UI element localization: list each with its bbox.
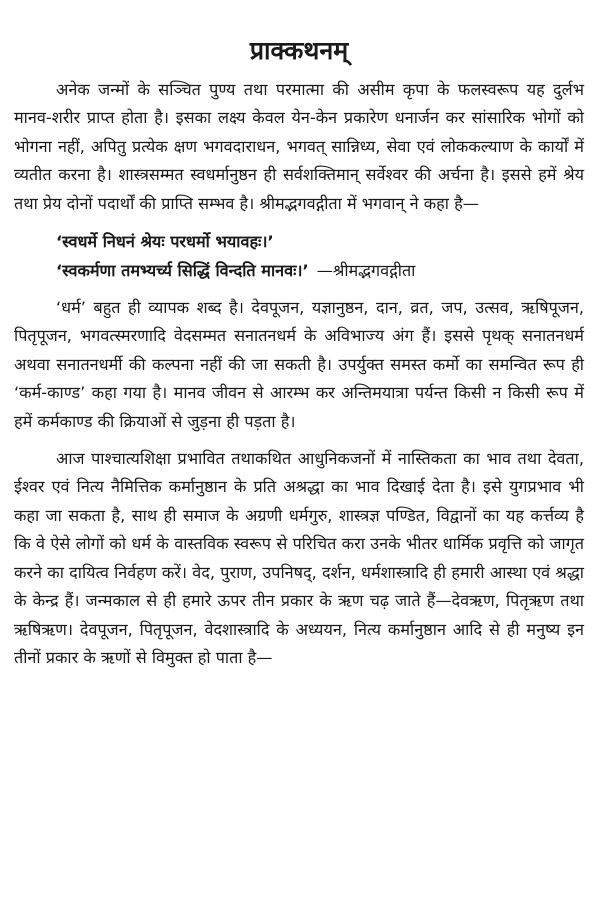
verse-1-text: ‘स्वधर्मे निधनं श्रेयः परधर्मो भयावहः।’ [56,232,274,252]
verse-2 [14,256,584,285]
paragraph-1: अनेक जन्मों के सञ्चित पुण्य तथा परमात्मा की असीम कृपा के फलस्वरूप यह दुर्लभ मानव-शरीर प्राप्त होता है। इसका लक्ष्य केवल येन-केन प्रकारेण धनार्जन कर सांसारिक भोगों को भोगना नहीं, अपितु प्रत्येक क्षण भगवदाराधन, भगवत् सान्निध्य, सेवा एवं लोककल्याण के कार्यों में व्यतीत करना है। शास्त्रसम्मत स्वधर्मानुष्ठन ही सर्वशक्तिमान् सर्वेश्वर की अर्चना है। इससे हमें श्रेय तथा प्रेय दोनों पदार्थों की प्राप्ति सम्भव है। श्रीमद्भगवद्गीता में भगवान् ने कहा है— [14,80,584,213]
verse-2-source: —श्रीमद्भगवद्गीता [316,261,416,281]
paragraph-3: आज पाश्चात्यशिक्षा प्रभावित तथाकथित आधुनिकजनों में नास्तिकता का भाव तथा देवता, ईश्वर एवं नित्य नैमित्तिक कर्मानुष्ठान के प्रति अश्रद्धा का भाव दिखाई देता है। इसे युगप्रभाव भी कहा जा सकता है, साथ ही समाज के अग्रणी धर्मगुरु, शास्त्रज्ञ पण्डित, विद्वानों का यह कर्त्तव्य है कि वे ऐसे लोगों को धर्म के वास्तविक स्वरूप से परिचित करा उनके भीतर धार्मिक प्रवृत्ति को जागृत करने का दायित्व निर्वहण करें। वेद, पुराण, उपनिषद्, दर्शन, धर्मशास्त्रादि ही हमारी आस्था एवं श्रद्धा के केन्द्र हैं। जन्मकाल से ही हमारे ऊपर तीन प्रकार के ऋण चढ़ जाते हैं—देवऋण, पितृऋण तथा ऋषिऋण। देवपूजन, पितृपूजन, वेदशास्त्रादि के अध्ययन, नित्य कर्मानुष्ठान आदि से ही मनुष्य इन तीनों प्रकार के ऋणों से विमुक्त हो पाता है— [14,449,584,667]
spacer [14,285,584,294]
verse-2-text: ‘स्वकर्मणा तमभ्यर्च्य सिद्धिं विन्दति मानवः।’ [56,261,309,281]
page-title: प्राक्कथनम् [249,36,349,65]
verse-1 [14,227,584,256]
spacer [14,218,584,227]
spacer [14,436,584,445]
paragraph-2: ‘धर्म’ बहुत ही व्यापक शब्द है। देवपूजन, यज्ञानुष्ठन, दान, व्रत, जप, उत्सव, ऋषिपूजन, पितृपूजन, भगवत्स्मरणादि वेदसम्मत सनातनधर्म के अविभाज्य अंग हैं। इससे पृथक् सनातनधर्म अथवा सनातनधर्मी की कल्पना नहीं की जा सकती है। उपर्युक्त समस्त कर्मो का समन्वित रूप ही ‘कर्म-काण्ड’ कहा गया है। मानव जीवन से आरम्भ कर अन्तिमयात्रा पर्यन्त किसी न किसी रूप में हमें कर्मकाण्ड की क्रियाओं से जुड़ना ही पड़ता है। [14,298,584,431]
